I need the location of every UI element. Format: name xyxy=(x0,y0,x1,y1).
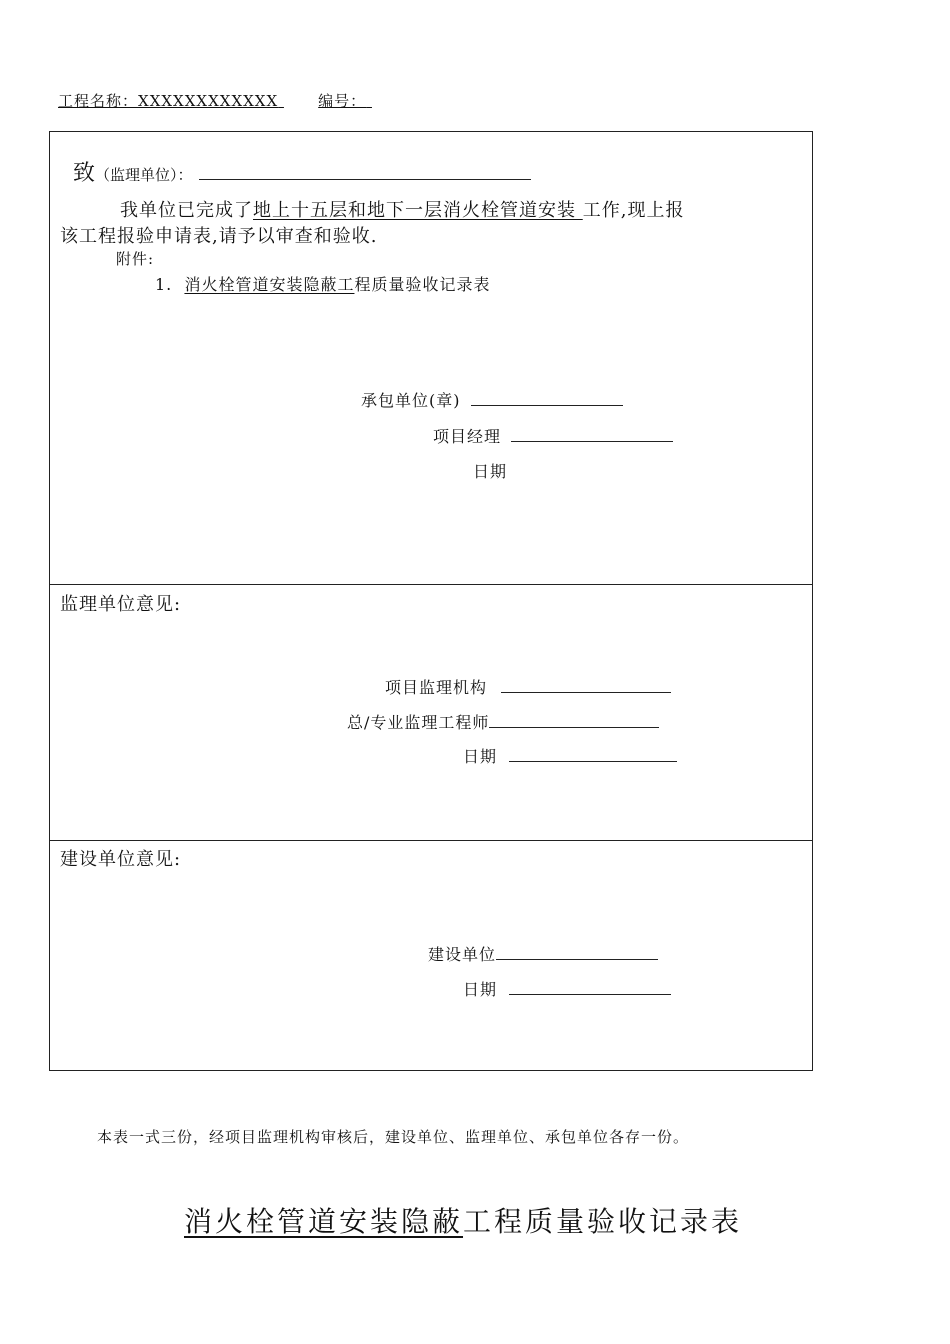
contractor-row xyxy=(361,388,623,411)
to-label: （监理单位）： xyxy=(95,166,193,184)
attachment-item: 1. 消火栓管道安装隐蔽工程质量验收记录表 xyxy=(155,275,491,294)
addressee-blank[interactable] xyxy=(199,178,531,180)
date-label-1: 日期 xyxy=(473,462,508,481)
contractor-blank[interactable] xyxy=(471,404,623,406)
record-title-underlined: 消火栓管道安装隐蔽 xyxy=(184,1205,464,1238)
to-char: 致 xyxy=(73,161,96,186)
pm-label: 项目经理 xyxy=(433,427,502,446)
pm-row xyxy=(433,424,673,447)
body-line-2: 该工程报验申请表,请予以审查和验收. xyxy=(60,226,378,247)
owner-label: 建设单位 xyxy=(428,945,497,964)
record-title-rest: 工程质量验收记录表 xyxy=(463,1205,743,1238)
pm-blank[interactable] xyxy=(511,440,673,442)
supervision-org-label: 项目监理机构 xyxy=(385,678,488,697)
attachment-label: 附件: xyxy=(116,250,155,268)
date-row-3 xyxy=(463,977,671,1000)
date-blank-2[interactable] xyxy=(509,760,677,762)
attachment-item-link: 消火栓管道安装隐蔽工 xyxy=(184,275,355,294)
date-row-2 xyxy=(463,744,677,767)
body-line-1: 我单位已完成了地上十五层和地下一层消火栓管道安装 工作,现上报 xyxy=(120,200,685,221)
owner-row xyxy=(428,942,658,965)
addressee-row xyxy=(73,156,531,187)
work-description: 地上十五层和地下一层消火栓管道安装 xyxy=(253,200,576,221)
number-label: 编号： xyxy=(318,92,367,110)
engineer-blank[interactable] xyxy=(489,726,659,728)
footer-note: 本表一式三份，经项目监理机构审核后，建设单位、监理单位、承包单位各存一份。 xyxy=(97,1128,690,1146)
supervision-org-blank[interactable] xyxy=(501,691,671,693)
date-label-2: 日期 xyxy=(463,747,498,766)
owner-opinion-title: 建设单位意见: xyxy=(60,849,182,870)
engineer-label: 总/专业监理工程师 xyxy=(347,713,490,732)
supervision-org-row xyxy=(385,675,671,698)
divider-2 xyxy=(49,840,813,841)
date-blank-3[interactable] xyxy=(509,993,671,995)
project-name-label: 工程名称： xyxy=(58,92,139,110)
document-header xyxy=(58,90,372,111)
contractor-label: 承包单位(章) xyxy=(361,391,461,410)
record-title xyxy=(184,1200,742,1240)
owner-blank[interactable] xyxy=(496,958,658,960)
engineer-row xyxy=(347,710,659,733)
date-label-3: 日期 xyxy=(463,980,498,999)
supervision-opinion-title: 监理单位意见: xyxy=(60,594,182,615)
divider-1 xyxy=(49,584,813,585)
project-name-value: XXXXXXXXXXXX xyxy=(138,92,279,110)
